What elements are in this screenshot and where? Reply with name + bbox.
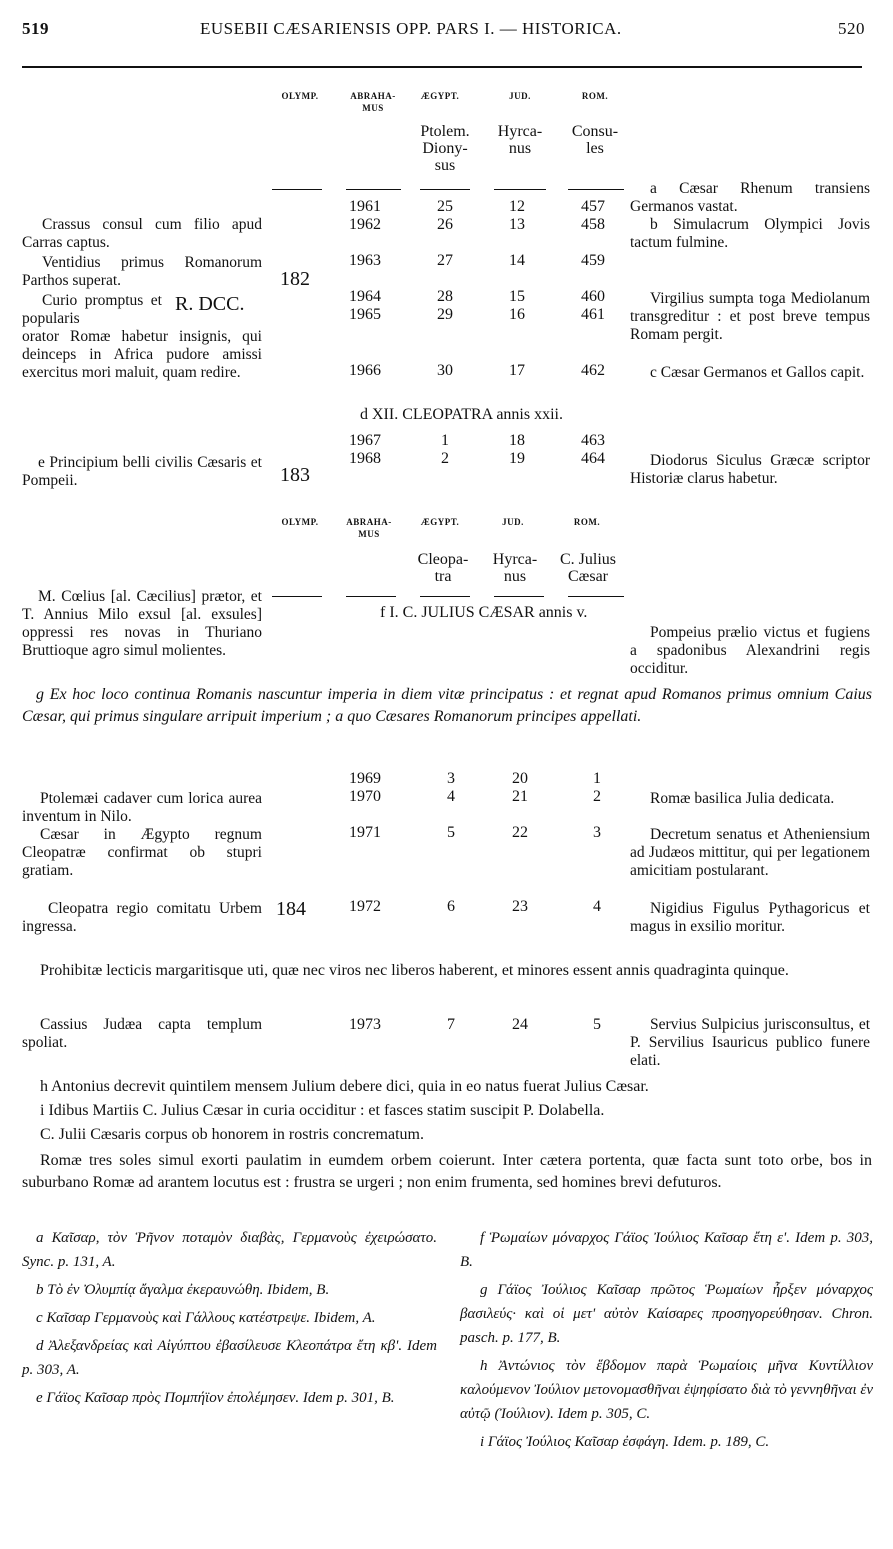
- sub-julius: C. Julius Cæsar: [559, 551, 616, 585]
- table-row: 1963 27 14 459: [349, 252, 605, 269]
- right-note-decretum: Decretum senatus et Atheniensium ad Judæos mittitur, qui per legationem amicitiam postularant.: [630, 826, 870, 879]
- col-rule: [494, 189, 546, 190]
- th-jud-2: JUD.: [502, 517, 524, 527]
- table1-rows2: [330, 432, 630, 468]
- col-rule: [568, 189, 624, 190]
- para-k: Romæ tres soles simul exorti paulatim in eumdem orbem coierunt. Inter cætera portenta, quæ facta sunt toto orbe, bos in suburbano Romæ ad arantem locutus est : frustra se urgeri ; non enim frumenta, sed homines brevi defuturos.: [22, 1152, 872, 1191]
- olymp-number: 182: [280, 268, 310, 290]
- left-note-curio-a: Curio promptus et popularis: [22, 292, 162, 327]
- col-rule: [272, 189, 322, 190]
- col-rule: [494, 596, 544, 597]
- sub-cleopatra: Cleopa- tra: [417, 551, 469, 585]
- para-prohibitae: Prohibitæ lecticis margaritisque uti, quæ nec viros nec liberos haberent, et minores essent annis quadraginta quinque.: [40, 962, 789, 979]
- table-row: 1970 4 21 2: [349, 788, 601, 805]
- footnote: d Ἀλεξανδρείας καὶ Αἰγύπτου ἐβασίλευσε Κλεοπάτρα ἔτη κβ'. Idem p. 303, A.: [22, 1338, 437, 1378]
- right-note-pompeius: Pompeius prælio victus et fugiens a spadonibus Alexandrini regis occiditur.: [630, 624, 870, 677]
- para-i: i Idibus Martiis C. Julius Cæsar in curia occiditur : et fasces statim suscipit P. Dolabella.: [40, 1102, 605, 1119]
- right-note-basilica: Romæ basilica Julia dedicata.: [650, 790, 835, 807]
- sub-consules: Consu- les: [571, 123, 619, 157]
- footnote: c Καῖσαρ Γερμανοὺς καὶ Γάλλους κατέστρεψε. Ibidem, A.: [36, 1310, 376, 1326]
- left-note-ptolemaei: Ptolemæi cadaver cum lorica aurea inventum in Nilo.: [22, 790, 262, 825]
- sub-hyrcanus-2: Hyrca- nus: [492, 551, 538, 585]
- table2-rows: [330, 770, 630, 916]
- col-rule: [568, 596, 624, 597]
- notes-right-column: [460, 1226, 873, 1458]
- col-rule: [420, 189, 470, 190]
- right-note-c: c Cæsar Germanos et Gallos capit.: [650, 364, 865, 381]
- left-note-caesar-aegypto: Cæsar in Ægypto regnum Cleopatræ confirmat ob stupri gratiam.: [22, 826, 262, 879]
- table-row: 1968 2 19 464: [349, 450, 605, 467]
- right-note-nigidius: Nigidius Figulus Pythagoricus et magus in exsilio moritur.: [630, 900, 870, 935]
- table-row: 1965 29 16 461: [349, 306, 605, 323]
- page-number-left: 519: [22, 19, 49, 38]
- running-title: EUSEBII CÆSARIENSIS OPP. PARS I. — HISTORICA.: [200, 19, 622, 38]
- th-olymp-2: OLYMP.: [281, 517, 319, 527]
- footnote: a Καῖσαρ, τὸν Ῥῆνον ποταμὸν διαβὰς, Γερμανοὺς ἐχειρώσατο. Sync. p. 131, A.: [22, 1230, 437, 1270]
- table-row: 1972 6 23 4: [349, 898, 601, 915]
- col-rule: [346, 596, 396, 597]
- right-note-b: b Simulacrum Olympici Jovis tactum fulmine.: [630, 216, 870, 251]
- table-row: 1961 25 12 457: [349, 198, 605, 215]
- rdcc-label: R. DCC.: [175, 293, 245, 315]
- para-h: h Antonius decrevit quintilem mensem Julium debere dici, quia in eo natus fuerat Julius Cæsar.: [40, 1078, 649, 1095]
- left-note-ventidius: Ventidius primus Romanorum Parthos superat.: [22, 254, 262, 289]
- right-note-virgilius: Virgilius sumpta toga Mediolanum transgreditur : et post breve tempus Romam pergit.: [630, 290, 870, 343]
- right-note-a: a Cæsar Rhenum transiens Germanos vastat.: [630, 180, 870, 215]
- page-number-right: 520: [838, 19, 865, 38]
- table-row: 1973 7 24 5: [349, 1016, 601, 1033]
- th-rom: ROM.: [581, 91, 609, 101]
- col-rule: [346, 189, 401, 190]
- right-note-diodorus: Diodorus Siculus Græcæ scriptor Historiæ clarus habetur.: [630, 452, 870, 487]
- th-jud: JUD.: [509, 91, 531, 101]
- olymp-number-183: 183: [280, 464, 310, 486]
- table-row: 1966 30 17 462: [349, 362, 605, 379]
- para-g: g Ex hoc loco continua Romanis nascuntur imperia in diem vitæ principatus : et regnat apud Romanos primus omnium Caius Cæsar, qui primus singulare arripuit imperium ; a quo Cæsares Romanorum principes appellati.: [22, 686, 872, 725]
- th-abrahamus: ABRAHA- MUS: [350, 91, 396, 113]
- table-row: 1962 26 13 458: [349, 216, 605, 233]
- footnote: e Γάϊος Καῖσαρ πρὸς Πομπήϊον ἐπολέμησεν. Idem p. 301, B.: [36, 1390, 395, 1406]
- footnote: f Ῥωμαίων μόναρχος Γάϊος Ἰούλιος Καῖσαρ ἔτη ε'. Idem p. 303, B.: [460, 1230, 873, 1270]
- table-row: 1967 1 18 463: [349, 432, 605, 449]
- table-row: 1971 5 22 3: [349, 824, 601, 841]
- left-note-crassus: Crassus consul cum filio apud Carras captus.: [22, 216, 262, 251]
- th-olymp: OLYMP.: [281, 91, 319, 101]
- cleopatra-heading: d XII. CLEOPATRA annis xxii.: [360, 406, 563, 423]
- left-note-curio-b: orator Romæ habetur insignis, qui deinceps in Africa pudore amissi exercitus mori maluit, quam redire.: [22, 328, 262, 381]
- table-row: 1969 3 20 1: [349, 770, 601, 787]
- col-rule: [272, 596, 322, 597]
- left-note-coelius: M. Cœlius [al. Cæcilius] prætor, et T. Annius Milo exsul [al. exsules] oppressi res novas in Thuriano Bruttioque agro simul molientes.: [22, 588, 262, 659]
- col-rule: [420, 596, 470, 597]
- footnote: h Ἀντώνιος τὸν ἕβδομον παρὰ Ῥωμαίοις μῆνα Κυντίλλιον καλούμενον Ἰούλιον μετονομασθῆναι ἐψηφίσατο διὰ τὸ γεννηθῆναι ἐν αὐτῷ (Ἰούλιον). Idem p. 305, C.: [460, 1358, 873, 1422]
- right-note-servius: Servius Sulpicius jurisconsultus, et P. Servilius Isauricus publico funere elati.: [630, 1016, 870, 1069]
- julius-heading: f I. C. JULIUS CÆSAR annis v.: [380, 604, 588, 621]
- olymp-number-184: 184: [276, 898, 306, 920]
- left-note-cassius: Cassius Judæa capta templum spoliat.: [22, 1016, 262, 1051]
- th-aegypt: ÆGYPT.: [420, 91, 460, 101]
- th-rom-2: ROM.: [573, 517, 601, 527]
- footnote: g Γάϊος Ἰούλιος Καῖσαρ πρῶτος Ῥωμαίων ἦρξεν μόναρχος βασιλεύς· καὶ οἱ μετ' αὐτὸν Καίσαρες προσηγορεύθησαν. Chron. pasch. p. 177, B.: [460, 1282, 873, 1346]
- table1-rows: [330, 198, 630, 380]
- sub-ptolem: Ptolem. Diony- sus: [420, 123, 470, 174]
- para-j: C. Julii Cæsaris corpus ob honorem in rostris concrematum.: [40, 1126, 424, 1143]
- header-rule: [22, 66, 862, 68]
- table-row: 1964 28 15 460: [349, 288, 605, 305]
- left-note-principium: e Principium belli civilis Cæsaris et Pompeii.: [22, 454, 262, 489]
- left-note-cleopatra: Cleopatra regio comitatu Urbem ingressa.: [22, 900, 262, 935]
- footnote: i Γάϊος Ἰούλιος Καῖσαρ ἐσφάγη. Idem. p. 189, C.: [480, 1434, 770, 1450]
- sub-hyrcanus: Hyrca- nus: [497, 123, 543, 157]
- footnote: b Τὸ ἐν Ὀλυμπίᾳ ἄγαλμα ἐκεραυνώθη. Ibidem, B.: [36, 1282, 330, 1298]
- th-aegypt-2: ÆGYPT.: [420, 517, 460, 527]
- notes-left-column: [22, 1226, 437, 1414]
- th-abrahamus-2: ABRAHA- MUS: [346, 517, 392, 539]
